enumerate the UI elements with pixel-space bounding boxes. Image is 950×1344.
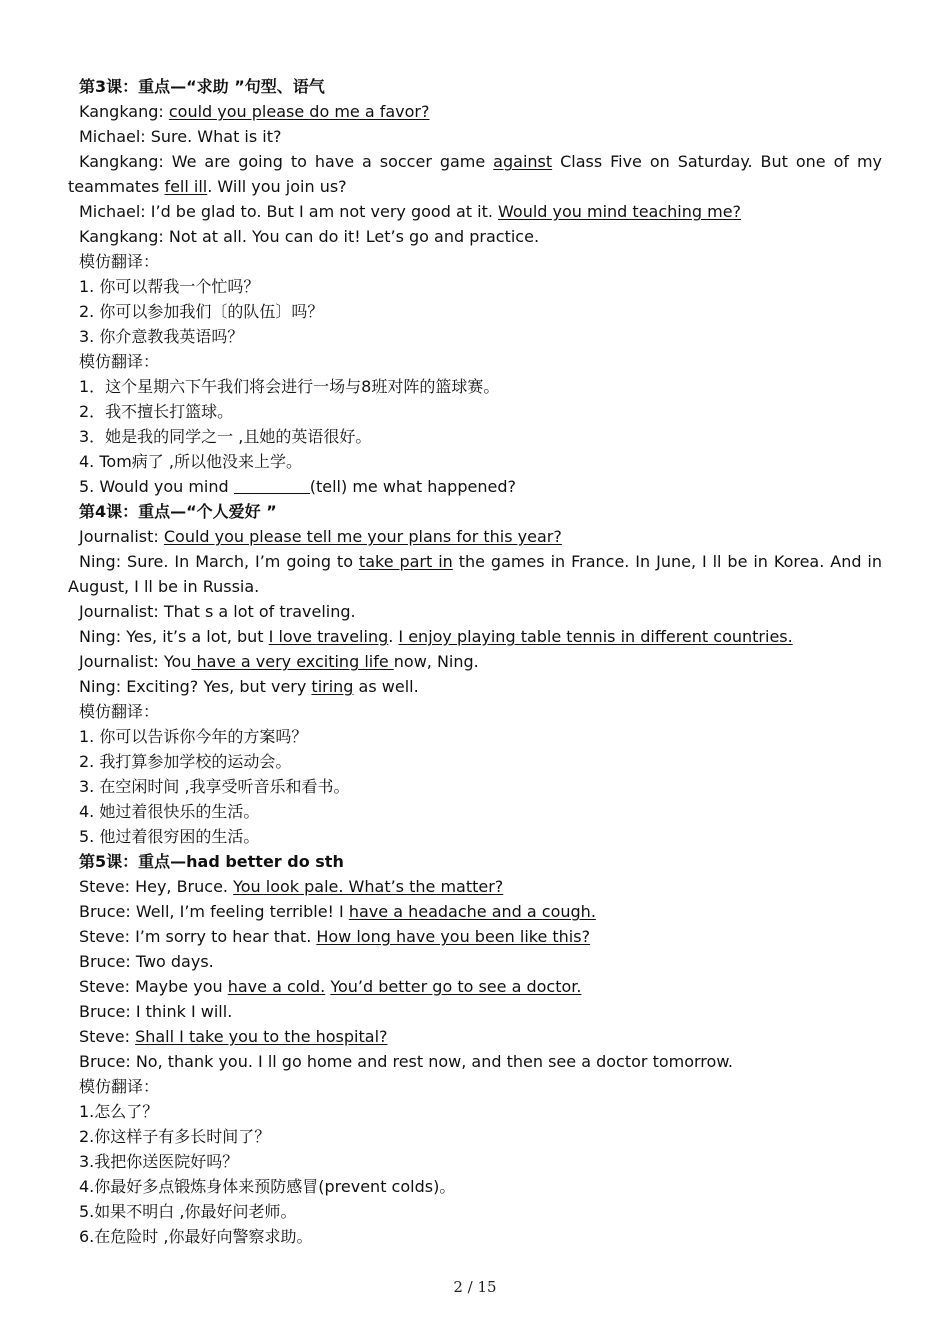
dialogue-line: Bruce: Well, I’m feeling terrible! I have a headache and a cough.	[79, 902, 596, 921]
dialogue-line: Bruce: No, thank you. I ll go home and rest now, and then see a doctor tomorrow.	[79, 1052, 734, 1071]
dialogue-line: Journalist: That s a lot of traveling.	[79, 602, 356, 621]
translation-item: 5. 他过着很穷困的生活。	[79, 827, 260, 846]
translation-item: 2. 我打算参加学校的运动会。	[79, 752, 292, 771]
translation-item: 1.怎么了？	[79, 1102, 159, 1121]
dialogue-line: Ning: Exciting? Yes, but very tiring as well.	[79, 677, 419, 696]
dialogue-line: Steve: Maybe you have a cold. You’d better go to see a doctor.	[79, 977, 582, 996]
fill-in-blank	[234, 479, 310, 494]
dialogue-line: Steve: Shall I take you to the hospital?	[79, 1027, 388, 1046]
translation-item: 3. 你介意教我英语吗？	[79, 327, 244, 346]
translation-label: 模仿翻译：	[79, 1077, 160, 1096]
translation-item: 2. 你可以参加我们〔的队伍〕吗？	[79, 302, 324, 321]
dialogue-line: Ning: Sure. In March, I’m going to take part in the games in France. In June, I ll be in Korea. And in August, I ll be in Russia.	[68, 552, 882, 596]
translation-item: 2.你这样子有多长时间了？	[79, 1127, 271, 1146]
translation-label: 模仿翻译：	[79, 252, 160, 271]
dialogue-line: Journalist: Could you please tell me your plans for this year?	[79, 527, 562, 546]
lesson-4-heading: 第4课：重点—“个人爱好 ”	[79, 502, 277, 521]
dialogue-line: Steve: Hey, Bruce. You look pale. What’s the matter?	[79, 877, 504, 896]
translation-item: 4. Tom病了 ,所以他没来上学。	[79, 452, 302, 471]
dialogue-line: Kangkang: We are going to have a soccer game against Class Five on Saturday. But one of my teammates fell ill. Will you join us?	[68, 152, 882, 196]
dialogue-line: Kangkang: could you please do me a favor?	[79, 102, 430, 121]
translation-item: 6.在危险时 ,你最好向警察求助。	[79, 1227, 313, 1246]
translation-item: 4. 她过着很快乐的生活。	[79, 802, 260, 821]
translation-item: 5. Would you mind (tell) me what happened?	[79, 477, 516, 496]
translation-item: 5.如果不明白 ,你最好问老师。	[79, 1202, 297, 1221]
translation-item: 1. 你可以告诉你今年的方案吗？	[79, 727, 308, 746]
lesson-3-heading: 第3课：重点—“求助 ”句型、语气	[79, 77, 325, 96]
dialogue-line: Bruce: I think I will.	[79, 1002, 233, 1021]
page-number: 2 / 15	[453, 1278, 497, 1296]
translation-item: 3.我把你送医院好吗？	[79, 1152, 239, 1171]
translation-label: 模仿翻译：	[79, 702, 160, 721]
page-content	[68, 74, 882, 1249]
lesson-5-heading: 第5课：重点—had better do sth	[79, 852, 344, 871]
translation-item: 3. 在空闲时间 ,我享受听音乐和看书。	[79, 777, 350, 796]
dialogue-line: Journalist: You have a very exciting life now, Ning.	[79, 652, 479, 671]
translation-label: 模仿翻译：	[79, 352, 160, 371]
translation-item: 2．我不擅长打篮球。	[79, 402, 234, 421]
dialogue-line: Michael: I’d be glad to. But I am not very good at it. Would you mind teaching me?	[79, 202, 742, 221]
translation-item: 1. 你可以帮我一个忙吗？	[79, 277, 260, 296]
translation-item: 3．她是我的同学之一 ,且她的英语很好。	[79, 427, 372, 446]
translation-item: 1．这个星期六下午我们将会进行一场与8班对阵的篮球赛。	[79, 377, 500, 396]
dialogue-line: Kangkang: Not at all. You can do it! Let’s go and practice.	[79, 227, 540, 246]
dialogue-line: Ning: Yes, it’s a lot, but I love traveling. I enjoy playing table tennis in different countries.	[79, 627, 793, 646]
dialogue-line: Steve: I’m sorry to hear that. How long have you been like this?	[79, 927, 591, 946]
dialogue-line: Michael: Sure. What is it?	[79, 127, 282, 146]
dialogue-line: Bruce: Two days.	[79, 952, 214, 971]
translation-item: 4.你最好多点锻炼身体来预防感冒(prevent colds)。	[79, 1177, 456, 1196]
